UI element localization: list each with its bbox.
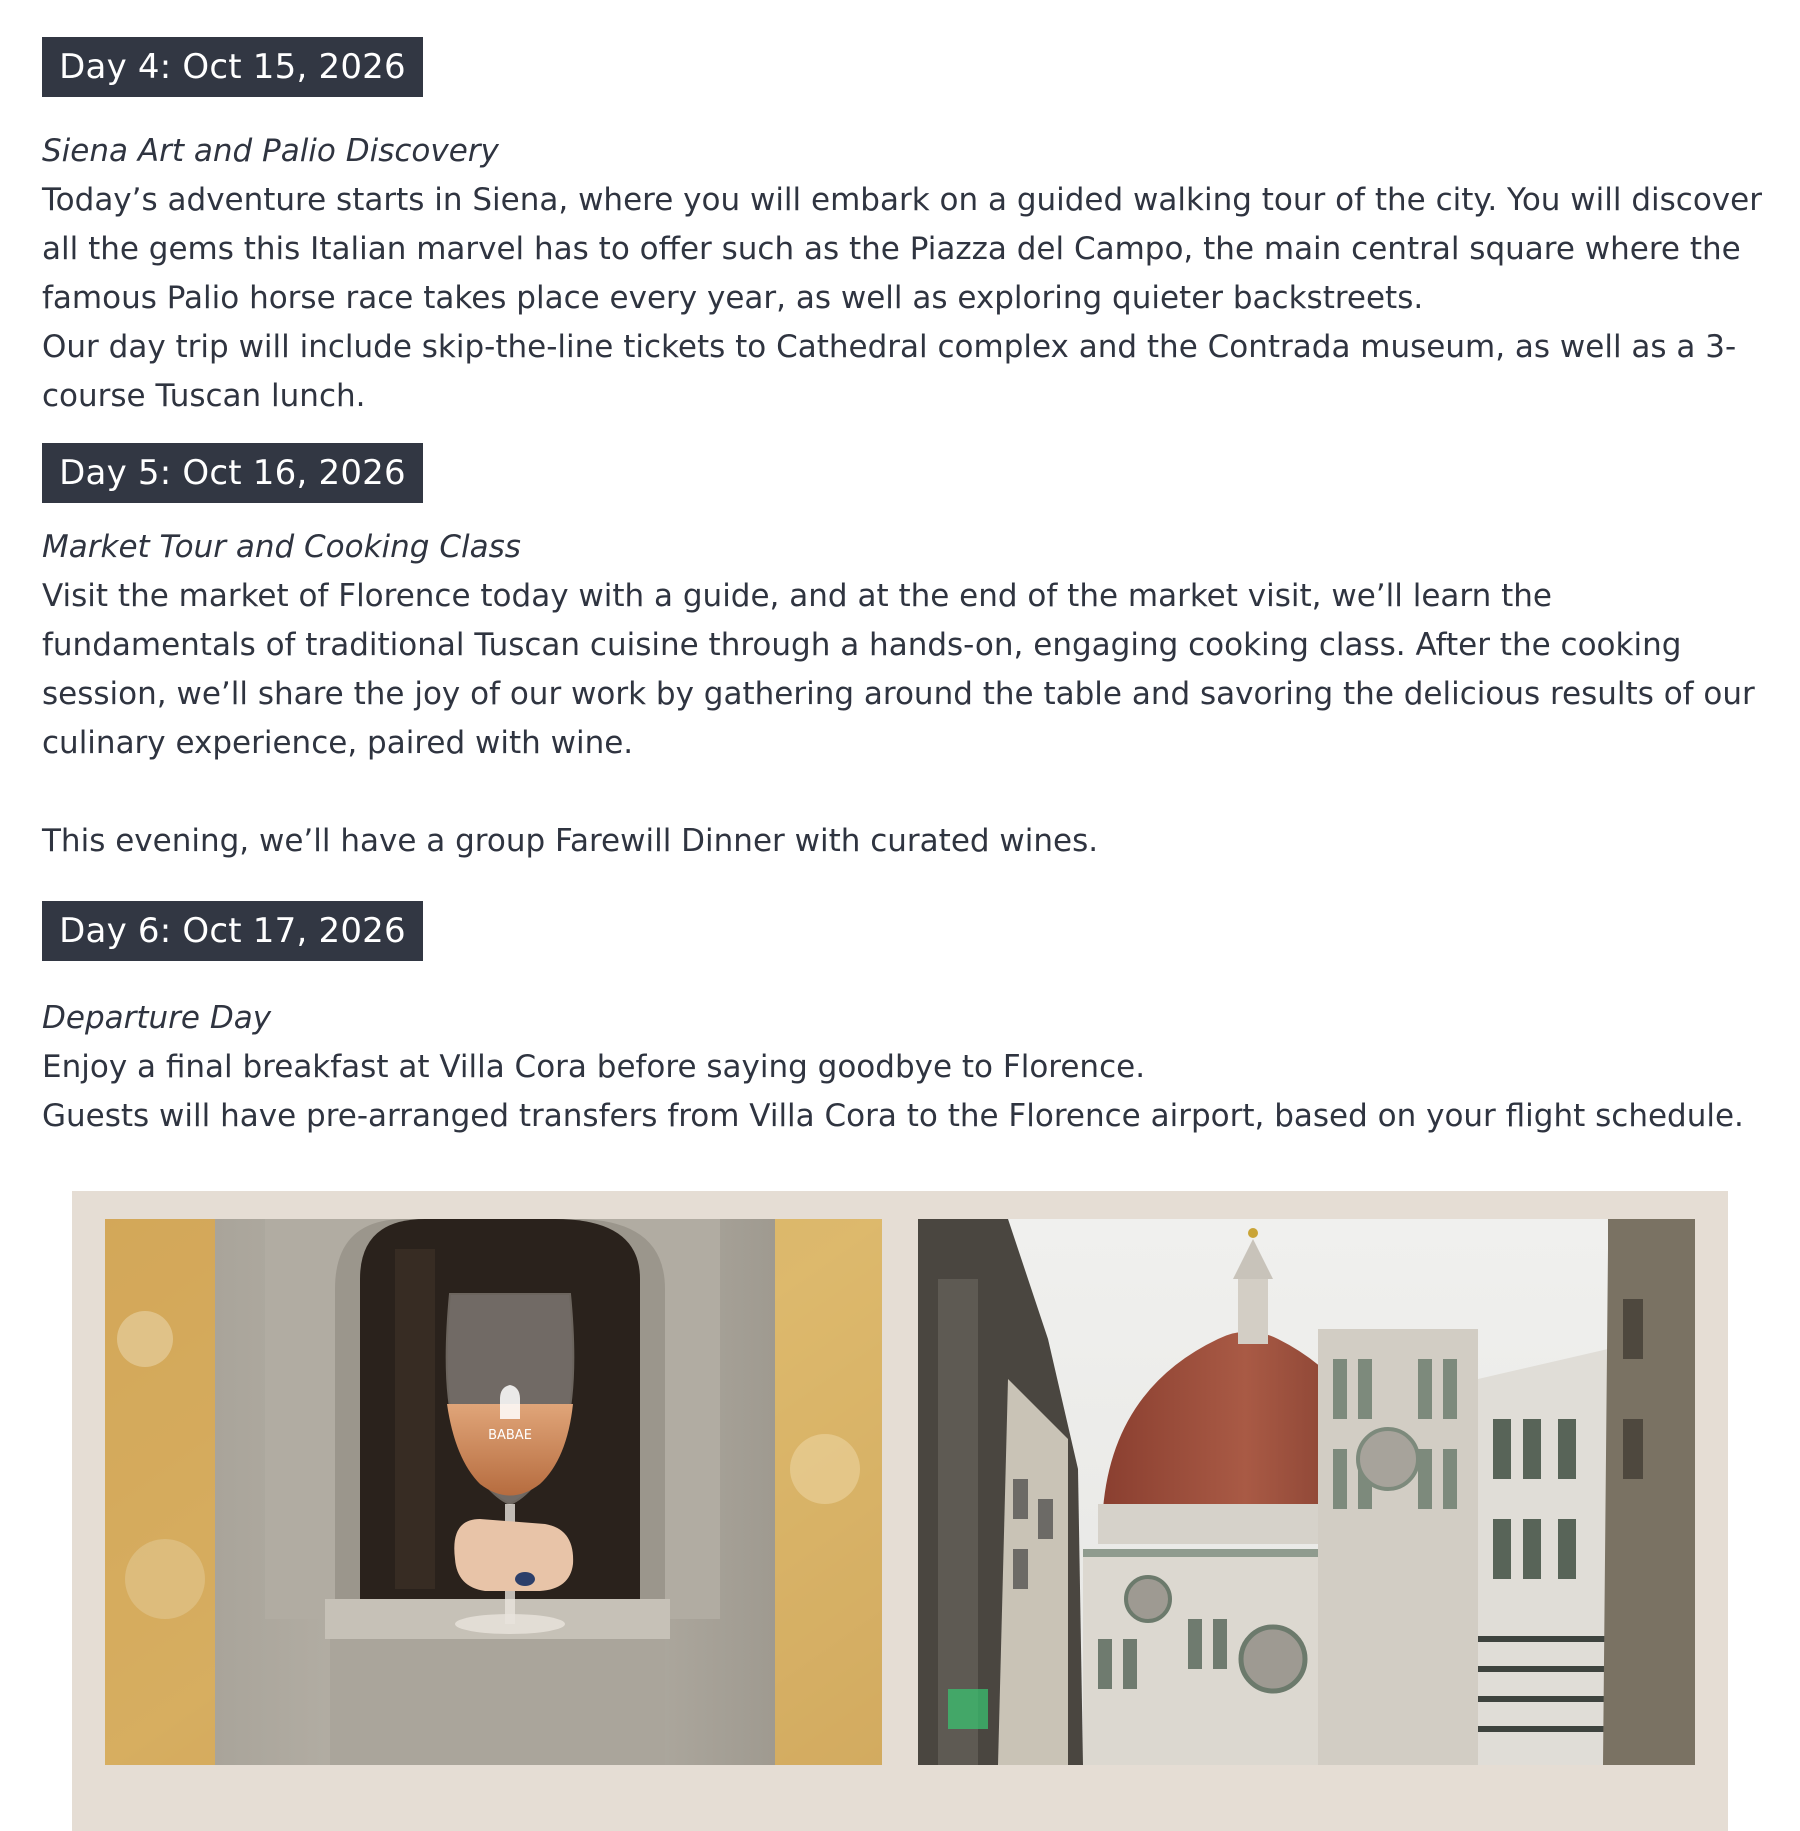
day-4-paragraph-2: Our day trip will include skip-the-line tickets to Cathedral complex and the Contrada museum, as well as a 3-course Tuscan lunch. <box>42 329 1737 414</box>
duomo-illustration <box>918 1219 1695 1765</box>
day-6-section <box>42 901 1762 1141</box>
photo-gallery <box>72 1191 1728 1831</box>
paragraph-spacer <box>42 768 1762 817</box>
day-6-paragraph-2: Guests will have pre-arranged transfers from Villa Cora to the Florence airport, based on your flight schedule. <box>42 1098 1744 1134</box>
florence-duomo-photo <box>918 1219 1695 1765</box>
day-4-paragraph-1: Today’s adventure starts in Siena, where you will embark on a guided walking tour of the city. You will discover all the gems this Italian marvel has to offer such as the Piazza del Campo, the main central square where the famous Palio horse race takes place every year, as well as exploring quieter backstreets. <box>42 182 1762 316</box>
day-6-badge: Day 6: Oct 17, 2026 <box>42 901 423 961</box>
day-4-section <box>42 37 1762 421</box>
day-5-paragraph-1: Visit the market of Florence today with a guide, and at the end of the market visit, we’ll learn the fundamentals of traditional Tuscan cuisine through a hands-on, engaging cooking class. After the cooking session, we’ll share the joy of our work by gathering around the table and savoring the delicious results of our culinary experience, paired with wine. <box>42 578 1755 761</box>
day-6-title: Departure Day <box>42 1000 272 1036</box>
day-5-title: Market Tour and Cooking Class <box>42 529 521 565</box>
day-4-badge: Day 4: Oct 15, 2026 <box>42 37 423 97</box>
day-5-section <box>42 443 1762 866</box>
day-5-badge: Day 5: Oct 16, 2026 <box>42 443 423 503</box>
wine-window-illustration <box>105 1219 882 1765</box>
glass-label: BABAE <box>488 1428 532 1443</box>
day-6-paragraph-1: Enjoy a final breakfast at Villa Cora before saying goodbye to Florence. <box>42 1049 1146 1085</box>
wine-window-photo <box>105 1219 882 1765</box>
day-5-paragraph-2: This evening, we’ll have a group Farewill Dinner with curated wines. <box>42 823 1099 859</box>
day-4-title: Siena Art and Palio Discovery <box>42 133 499 169</box>
